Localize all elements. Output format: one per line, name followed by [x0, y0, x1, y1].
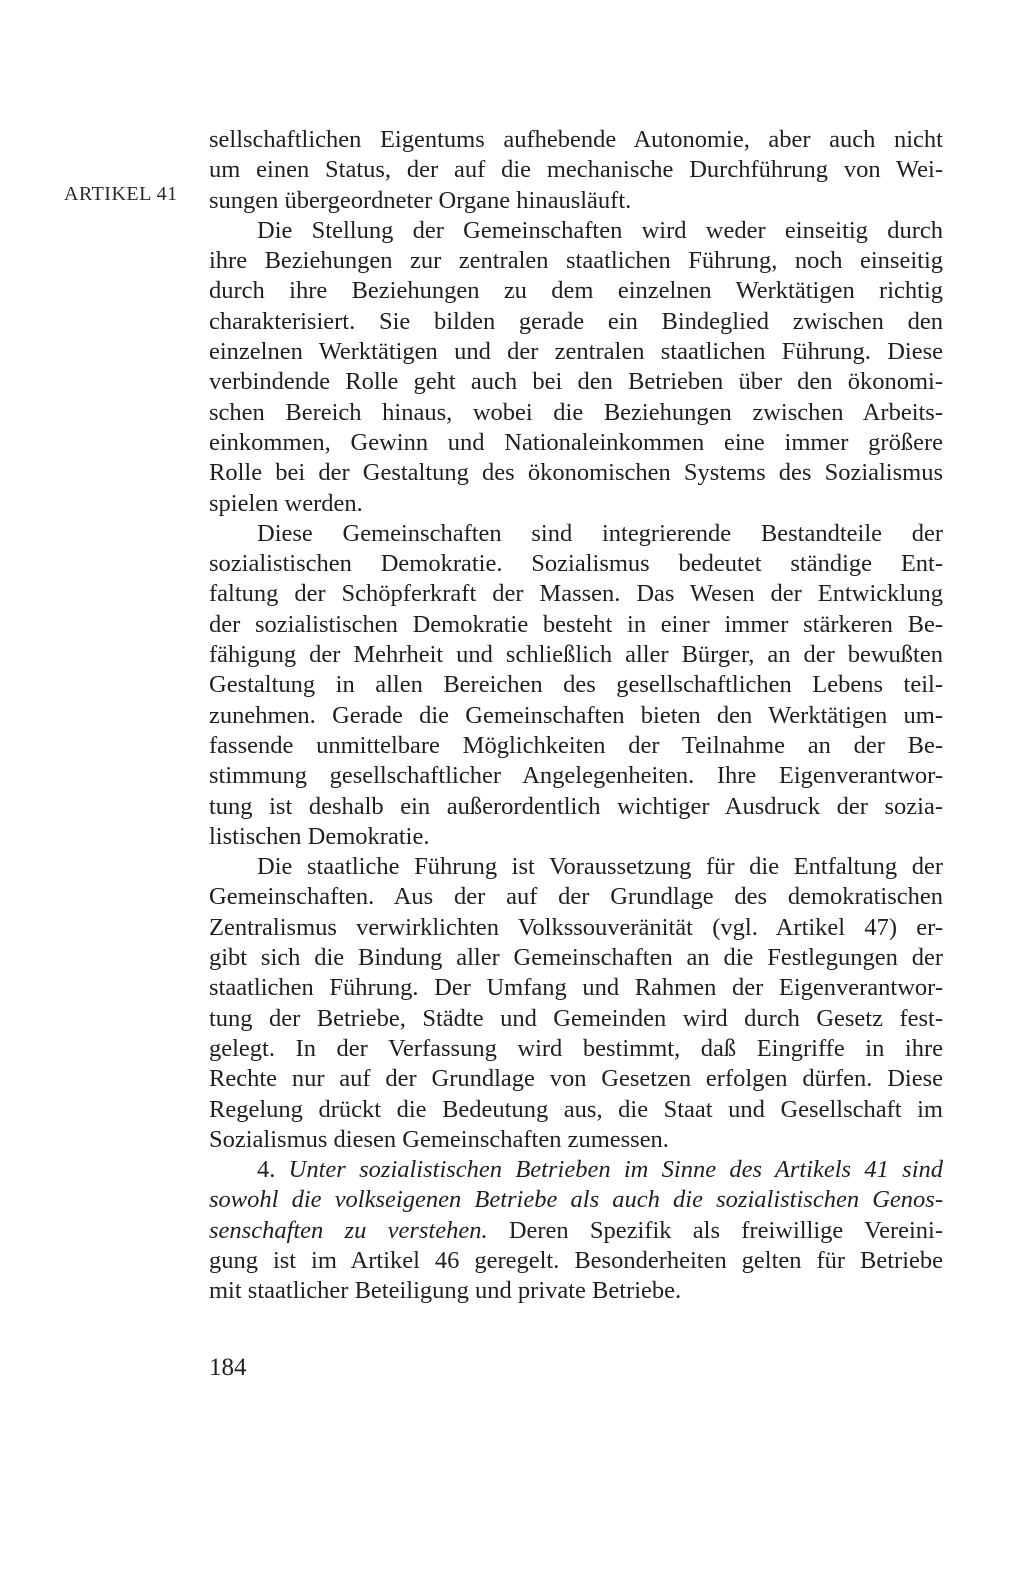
text-line: Die Stellung der Gemeinschaften wird weder einseitig durch	[257, 216, 943, 244]
text-line: fassende unmittelbare Möglichkeiten der Teilnahme an der Be-	[209, 731, 943, 759]
text-line: sozialistischen Demokratie. Sozialismus bedeutet ständige Ent-	[209, 550, 943, 578]
body-text	[209, 125, 943, 1307]
text-line: zunehmen. Gerade die Gemeinschaften bieten den Werktätigen um-	[209, 701, 943, 729]
text-run: 4.	[257, 1156, 289, 1184]
text-line: stimmung gesellschaftlicher Angelegenheiten. Ihre Eigenverantwor-	[209, 762, 943, 790]
text-line: Rechte nur auf der Grundlage von Gesetzen erfolgen dürfen. Diese	[209, 1065, 943, 1093]
text-line: Gemeinschaften. Aus der auf der Grundlage des demokratischen	[209, 883, 943, 911]
text-line: einzelnen Werktätigen und der zentralen staatlichen Führung. Diese	[209, 338, 943, 366]
text-line: sellschaftlichen Eigentums aufhebende Autonomie, aber auch nicht	[209, 126, 943, 153]
text-line	[209, 1216, 943, 1246]
text-line: ihre Beziehungen zur zentralen staatlichen Führung, noch einseitig	[209, 247, 943, 275]
text-line: Diese Gemeinschaften sind integrierende Bestandteile der	[257, 519, 943, 547]
text-line: sungen übergeordneter Organe hinausläuft.	[209, 186, 632, 214]
text-line: gung ist im Artikel 46 geregelt. Besonderheiten gelten für Betriebe	[209, 1246, 943, 1274]
text-line: einkommen, Gewinn und Nationaleinkommen eine immer größere	[209, 428, 943, 456]
text-line: Regelung drückt die Bedeutung aus, die Staat und Gesellschaft im	[209, 1095, 943, 1123]
text-line: charakterisiert. Sie bilden gerade ein Bindeglied zwischen den	[209, 307, 943, 335]
text-line: sowohl die volkseigenen Betriebe als auch die sozialistischen Genos-	[209, 1186, 943, 1214]
text-run: senschaften zu verstehen.	[209, 1216, 488, 1244]
text-line: der sozialistischen Demokratie besteht in einer immer stärkeren Be-	[209, 610, 943, 638]
text-line: gelegt. In der Verfassung wird bestimmt, daß Eingriffe in ihre	[209, 1034, 943, 1062]
page-number: 184	[209, 1354, 247, 1381]
text-run: Deren Spezifik als freiwillige Vereini-	[487, 1216, 943, 1244]
text-line: durch ihre Beziehungen zu dem einzelnen Werktätigen richtig	[209, 277, 943, 305]
text-line: staatlichen Führung. Der Umfang und Rahmen der Eigenverantwor-	[209, 974, 943, 1002]
text-line: Die staatliche Führung ist Voraussetzung für die Entfaltung der	[257, 853, 943, 881]
text-run: Unter sozialistischen Betrieben im Sinne des Artikels 41 sind	[288, 1156, 943, 1184]
text-line: fähigung der Mehrheit und schließlich aller Bürger, an der bewußten	[209, 641, 943, 669]
text-line: listischen Demokratie.	[209, 822, 430, 850]
text-line: schen Bereich hinaus, wobei die Beziehungen zwischen Arbeits-	[209, 398, 943, 426]
text-line: Rolle bei der Gestaltung des ökonomischen Systems des Sozialismus	[209, 459, 943, 487]
text-line	[209, 1155, 943, 1185]
text-line: Gestaltung in allen Bereichen des gesellschaftlichen Lebens teil-	[209, 671, 943, 699]
text-line: gibt sich die Bindung aller Gemeinschaften an die Festlegungen der	[209, 944, 943, 972]
text-line: Sozialismus diesen Gemeinschaften zumessen.	[209, 1125, 669, 1153]
text-line: verbindende Rolle geht auch bei den Betrieben über den ökonomi-	[209, 368, 943, 396]
margin-note: ARTIKEL 41	[64, 183, 178, 205]
text-line: mit staatlicher Beteiligung und private Betriebe.	[209, 1277, 682, 1305]
text-line: spielen werden.	[209, 489, 363, 517]
text-line: Zentralismus verwirklichten Volkssouveränität (vgl. Artikel 47) er-	[209, 913, 943, 941]
text-line: faltung der Schöpferkraft der Massen. Das Wesen der Entwicklung	[209, 580, 943, 608]
text-line: tung ist deshalb ein außerordentlich wichtiger Ausdruck der sozia-	[209, 792, 943, 820]
text-line: um einen Status, der auf die mechanische Durchführung von Wei-	[209, 156, 943, 184]
text-line: tung der Betriebe, Städte und Gemeinden wird durch Gesetz fest-	[209, 1004, 943, 1032]
